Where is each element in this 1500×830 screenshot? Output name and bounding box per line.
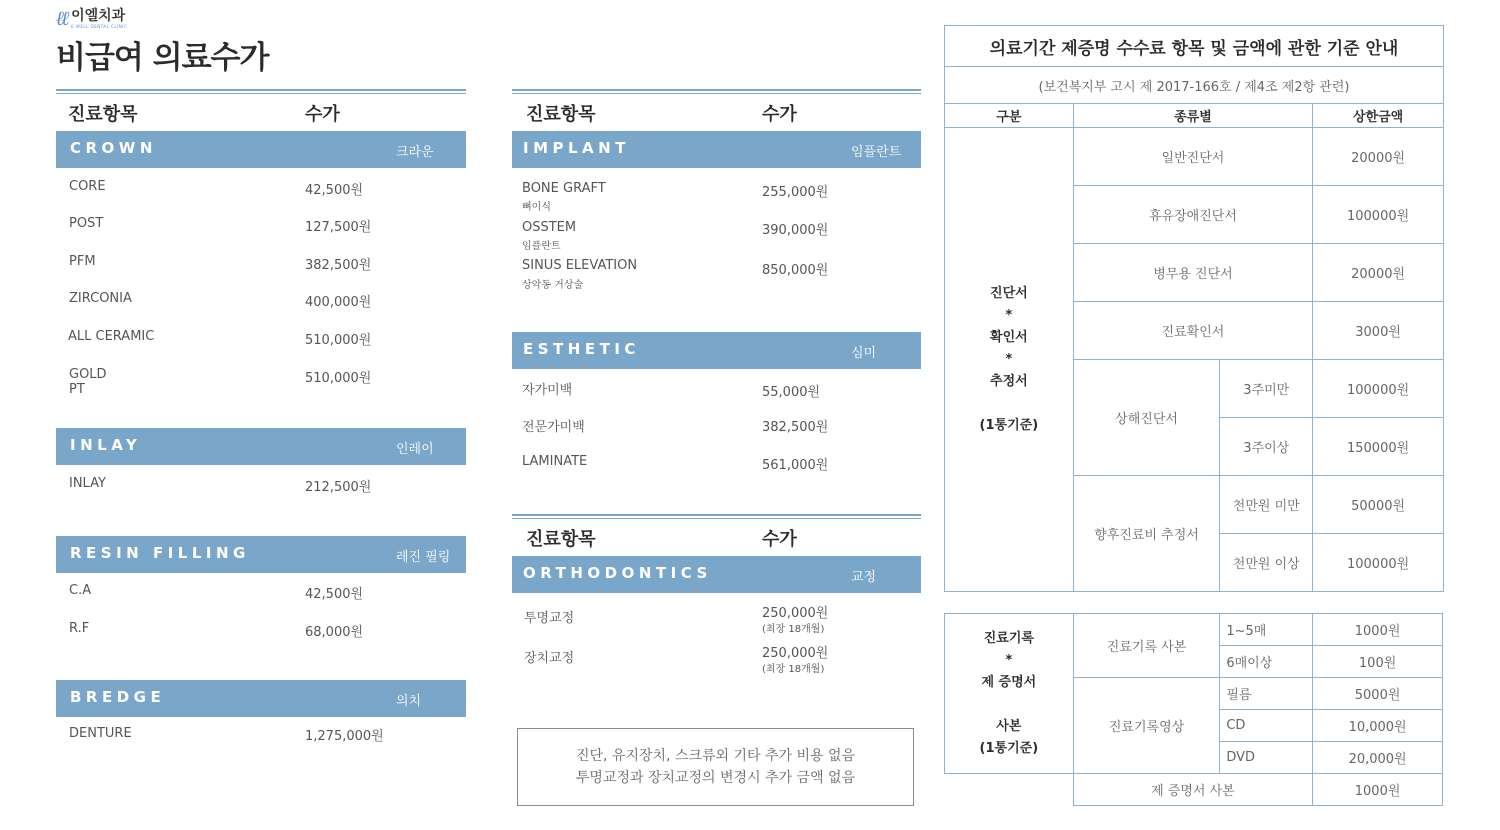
subtype-cell: 천만원 이상 [1220, 534, 1313, 592]
item-name: POST [69, 216, 104, 231]
section-title: CROWN [70, 139, 157, 157]
amount-cell: 150000원 [1313, 418, 1444, 476]
item-price: 255,000원 [762, 185, 829, 200]
certificate-fee-table [944, 25, 1444, 592]
amount-cell: 5000원 [1313, 678, 1443, 710]
note-line: 진단, 유지장치, 스크류외 기타 추가 비용 없음 [575, 748, 856, 764]
logo-mark-icon: ℓℓ [56, 6, 68, 30]
type-cell: 향후진료비 추정서 [1073, 476, 1220, 592]
column-header: 구분 [945, 104, 1074, 128]
table-title: 의료기간 제증명 수수료 항목 및 금액에 관한 기준 안내 [945, 26, 1444, 67]
section-band-esthetic [512, 332, 921, 369]
item-name: R.F [69, 621, 90, 636]
clinic-logo [56, 8, 127, 29]
category-line: 진료기록 [983, 630, 1034, 646]
logo-name: 이엘치과 [71, 8, 126, 24]
item-name: BONE GRAFT [522, 181, 606, 196]
section-band-bredge [56, 680, 466, 717]
type-cell: 병무용 진단서 [1073, 244, 1312, 302]
item-name: DENTURE [69, 726, 132, 741]
item-name-line2: PT [69, 382, 85, 397]
category-line: 진단서 [990, 285, 1028, 301]
section-band-implant [512, 131, 921, 168]
section-subtitle: 임플란트 [851, 145, 902, 160]
item-price: 250,000원 [762, 606, 829, 621]
amount-cell: 20000원 [1313, 244, 1444, 302]
section-subtitle: 레진 필링 [396, 550, 451, 565]
type-cell: 제 증명서 사본 [1073, 774, 1312, 806]
header-price: 수가 [305, 104, 340, 125]
divider [512, 514, 921, 519]
amount-cell: 1000원 [1313, 774, 1443, 806]
category-cell [945, 614, 1074, 774]
header-item: 진료항목 [68, 104, 138, 125]
amount-cell: 20000원 [1313, 128, 1444, 186]
section-band-inlay [56, 428, 466, 465]
column-header: 종류별 [1073, 104, 1312, 128]
type-cell: 상해진단서 [1073, 360, 1220, 476]
category-cell [945, 128, 1074, 592]
subtype-cell: 3주미만 [1220, 360, 1313, 418]
section-band-resin [56, 536, 466, 573]
subtype-cell: 1~5매 [1220, 614, 1313, 646]
item-name: OSSTEM [522, 220, 577, 235]
item-price: 55,000원 [762, 385, 821, 400]
section-title: RESIN FILLING [70, 544, 250, 562]
header-item: 진료항목 [526, 104, 596, 125]
item-price-note: (최장 18개월) [762, 624, 825, 635]
item-price: 382,500원 [305, 258, 372, 273]
type-cell: 진료기록 사본 [1073, 614, 1220, 678]
column-header: 상한금액 [1313, 104, 1444, 128]
category-sep: * [1005, 307, 1013, 323]
section-title: BREDGE [70, 688, 166, 706]
section-subtitle: 크라운 [396, 145, 434, 160]
item-price: 42,500원 [305, 587, 364, 602]
page-title: 비급여 의료수가 [56, 40, 269, 76]
section-title: ESTHETIC [523, 340, 640, 358]
divider [512, 89, 921, 94]
item-price: 250,000원 [762, 646, 829, 661]
item-name: 투명교정 [524, 611, 575, 626]
logo-sub: E-WELL DENTAL CLINIC [71, 24, 128, 29]
amount-cell: 100000원 [1313, 360, 1444, 418]
category-note: (1통기준) [979, 740, 1039, 756]
item-price: 510,000원 [305, 371, 372, 386]
type-cell: 진료기록영상 [1073, 678, 1220, 774]
amount-cell: 50000원 [1313, 476, 1444, 534]
item-name: SINUS ELEVATION [522, 258, 638, 273]
subtype-cell: 천만원 미만 [1220, 476, 1313, 534]
item-subname: 뼈이식 [522, 202, 551, 213]
item-price-note: (최장 18개월) [762, 664, 825, 675]
item-price: 127,500원 [305, 220, 372, 235]
note-box [517, 728, 914, 806]
item-name: PFM [69, 254, 96, 269]
section-title: ORTHODONTICS [523, 564, 712, 582]
item-name: 전문가미백 [522, 420, 585, 435]
category-sep: * [1005, 351, 1013, 367]
item-price: 400,000원 [305, 295, 372, 310]
section-subtitle: 의치 [396, 694, 422, 709]
subtype-cell: CD [1220, 710, 1313, 742]
section-subtitle: 심미 [851, 346, 877, 361]
item-price: 1,275,000원 [305, 729, 384, 744]
item-name: C.A [69, 583, 92, 598]
item-price: 42,500원 [305, 183, 364, 198]
item-name: GOLD [69, 367, 107, 382]
item-subname: 상악동 거상술 [522, 280, 584, 291]
item-name: ALL CERAMIC [68, 329, 155, 344]
empty-cell [945, 774, 1074, 806]
section-subtitle: 인레이 [396, 442, 434, 457]
amount-cell: 20,000원 [1313, 742, 1443, 774]
item-subname: 임플란트 [522, 241, 561, 252]
item-name: CORE [69, 179, 106, 194]
divider [56, 89, 466, 94]
item-name: INLAY [69, 476, 106, 491]
type-cell: 일반진단서 [1073, 128, 1312, 186]
item-price: 212,500원 [305, 480, 372, 495]
category-line: 제 증명서 [981, 674, 1037, 690]
amount-cell: 100000원 [1313, 186, 1444, 244]
subtype-cell: 필름 [1220, 678, 1313, 710]
amount-cell: 10,000원 [1313, 710, 1443, 742]
header-price: 수가 [762, 529, 797, 550]
category-line: 확인서 [990, 329, 1028, 345]
item-name: 장치교정 [524, 651, 575, 666]
section-title: INLAY [70, 436, 142, 454]
category-line: 추정서 [990, 373, 1028, 389]
section-title: IMPLANT [523, 139, 630, 157]
subtype-cell: 3주이상 [1220, 418, 1313, 476]
type-cell: 진료확인서 [1073, 302, 1312, 360]
item-price: 510,000원 [305, 333, 372, 348]
section-subtitle: 교정 [851, 570, 877, 585]
medical-record-fee-table [944, 613, 1443, 806]
amount-cell: 1000원 [1313, 614, 1443, 646]
amount-cell: 3000원 [1313, 302, 1444, 360]
header-item: 진료항목 [526, 529, 596, 550]
item-price: 561,000원 [762, 458, 829, 473]
section-band-crown [56, 131, 466, 168]
subtype-cell: 6매이상 [1220, 646, 1313, 678]
item-name: LAMINATE [522, 454, 588, 469]
item-price: 390,000원 [762, 223, 829, 238]
item-name: 자가미백 [522, 383, 573, 398]
item-price: 382,500원 [762, 420, 829, 435]
note-line: 투명교정과 장치교정의 변경시 추가 금액 없음 [575, 770, 856, 786]
item-name: ZIRCONIA [69, 291, 132, 306]
category-line: 사본 [996, 718, 1022, 734]
header-price: 수가 [762, 104, 797, 125]
item-price: 68,000원 [305, 625, 364, 640]
category-note: (1통기준) [979, 417, 1039, 433]
subtype-cell: DVD [1220, 742, 1313, 774]
section-band-orthodontics [512, 556, 921, 593]
amount-cell: 100원 [1313, 646, 1443, 678]
amount-cell: 100000원 [1313, 534, 1444, 592]
table-subtitle: (보건복지부 고시 제 2017-166호 / 제4조 제2항 관련) [945, 67, 1444, 104]
item-price: 850,000원 [762, 263, 829, 278]
type-cell: 휴유장애진단서 [1073, 186, 1312, 244]
category-sep: * [1005, 652, 1013, 668]
